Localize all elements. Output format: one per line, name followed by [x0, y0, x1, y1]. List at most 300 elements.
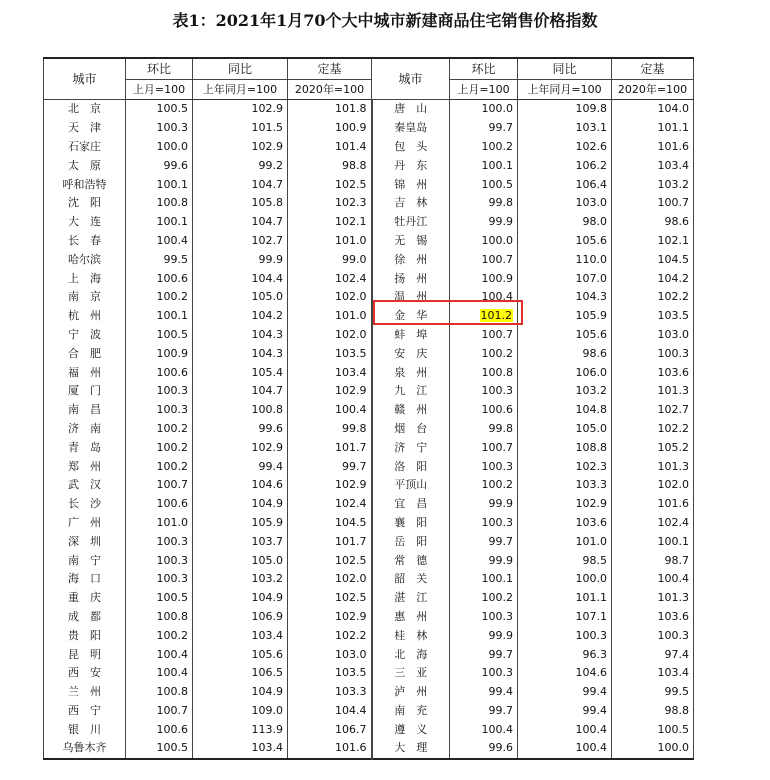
- left-fixed-cell: 100.4: [288, 401, 372, 420]
- table-row: [44, 288, 694, 307]
- left-yoy-cell: 105.6: [193, 645, 288, 664]
- left-mom-cell: 100.5: [126, 739, 193, 759]
- right-city-cell: 泸 州: [372, 683, 450, 702]
- right-mom-cell: 100.5: [450, 175, 518, 194]
- right-city-cell: 包 头: [372, 138, 450, 157]
- left-mom-cell: 100.7: [126, 476, 193, 495]
- left-mom-cell: 100.8: [126, 683, 193, 702]
- left-fixed-cell: 99.0: [288, 250, 372, 269]
- right-city-cell: 赣 州: [372, 401, 450, 420]
- left-fixed-cell: 101.4: [288, 138, 372, 157]
- table-row: [44, 232, 694, 251]
- left-city-cell: 福 州: [44, 363, 126, 382]
- right-mom-cell: 99.7: [450, 645, 518, 664]
- right-city-cell: 平顶山: [372, 476, 450, 495]
- table-row: [44, 119, 694, 138]
- table-row: [44, 382, 694, 401]
- right-city-cell: 宜 昌: [372, 495, 450, 514]
- right-mom-cell: 99.7: [450, 532, 518, 551]
- right-yoy-cell: 104.6: [518, 664, 612, 683]
- right-yoy-cell: 105.9: [518, 307, 612, 326]
- right-city-cell: 襄 阳: [372, 514, 450, 533]
- table-row: [44, 626, 694, 645]
- left-yoy-cell: 104.9: [193, 589, 288, 608]
- left-yoy-cell: 104.3: [193, 326, 288, 345]
- right-yoy-cell: 109.8: [518, 100, 612, 119]
- header-mom-base-left: 上月=100: [126, 80, 193, 100]
- right-city-cell: 韶 关: [372, 570, 450, 589]
- left-yoy-cell: 104.7: [193, 382, 288, 401]
- right-mom-cell: 100.0: [450, 232, 518, 251]
- left-mom-cell: 100.6: [126, 720, 193, 739]
- right-yoy-cell: 101.0: [518, 532, 612, 551]
- left-fixed-cell: 103.0: [288, 645, 372, 664]
- table-row: [44, 344, 694, 363]
- left-yoy-cell: 101.5: [193, 119, 288, 138]
- left-fixed-cell: 102.5: [288, 589, 372, 608]
- right-mom-cell: 99.9: [450, 551, 518, 570]
- right-mom-cell: 100.1: [450, 156, 518, 175]
- right-fixed-cell: 104.0: [612, 100, 694, 119]
- right-fixed-cell: 100.1: [612, 532, 694, 551]
- left-mom-cell: 100.2: [126, 438, 193, 457]
- right-fixed-cell: 103.4: [612, 156, 694, 175]
- left-mom-cell: 100.1: [126, 213, 193, 232]
- table-row: [44, 307, 694, 326]
- left-yoy-cell: 105.8: [193, 194, 288, 213]
- left-mom-cell: 100.4: [126, 232, 193, 251]
- left-fixed-cell: 100.9: [288, 119, 372, 138]
- right-mom-cell: 100.9: [450, 269, 518, 288]
- left-city-cell: 大 连: [44, 213, 126, 232]
- left-city-cell: 南 宁: [44, 551, 126, 570]
- right-mom-cell: 99.7: [450, 119, 518, 138]
- left-yoy-cell: 104.7: [193, 213, 288, 232]
- left-city-cell: 呼和浩特: [44, 175, 126, 194]
- left-mom-cell: 100.1: [126, 175, 193, 194]
- right-yoy-cell: 105.6: [518, 232, 612, 251]
- table-row: [44, 683, 694, 702]
- table-row: [44, 514, 694, 533]
- left-yoy-cell: 102.9: [193, 438, 288, 457]
- right-fixed-cell: 100.7: [612, 194, 694, 213]
- left-fixed-cell: 106.7: [288, 720, 372, 739]
- left-city-cell: 长 沙: [44, 495, 126, 514]
- table-row: [44, 457, 694, 476]
- table-row: [44, 664, 694, 683]
- left-mom-cell: 100.4: [126, 645, 193, 664]
- right-city-cell: 丹 东: [372, 156, 450, 175]
- left-yoy-cell: 104.9: [193, 495, 288, 514]
- right-fixed-cell: 102.2: [612, 288, 694, 307]
- left-city-cell: 沈 阳: [44, 194, 126, 213]
- right-mom-cell: 100.7: [450, 250, 518, 269]
- right-mom-cell: 100.7: [450, 438, 518, 457]
- right-fixed-cell: 102.2: [612, 420, 694, 439]
- right-mom-cell: 100.8: [450, 363, 518, 382]
- left-fixed-cell: 102.0: [288, 570, 372, 589]
- left-yoy-cell: 104.7: [193, 175, 288, 194]
- left-yoy-cell: 102.9: [193, 100, 288, 119]
- right-mom-cell: 100.3: [450, 514, 518, 533]
- left-city-cell: 杭 州: [44, 307, 126, 326]
- left-fixed-cell: 101.6: [288, 739, 372, 759]
- left-mom-cell: 100.5: [126, 326, 193, 345]
- right-fixed-cell: 100.4: [612, 570, 694, 589]
- left-fixed-cell: 99.7: [288, 457, 372, 476]
- right-mom-cell: 99.4: [450, 683, 518, 702]
- right-mom-cell: 100.2: [450, 138, 518, 157]
- left-city-cell: 南 京: [44, 288, 126, 307]
- left-fixed-cell: 101.7: [288, 532, 372, 551]
- table-row: [44, 589, 694, 608]
- right-yoy-cell: 105.6: [518, 326, 612, 345]
- right-city-cell: 遵 义: [372, 720, 450, 739]
- right-mom-cell: 100.2: [450, 476, 518, 495]
- right-fixed-cell: 102.4: [612, 514, 694, 533]
- right-city-cell: 温 州: [372, 288, 450, 307]
- right-fixed-cell: 103.2: [612, 175, 694, 194]
- right-yoy-cell: 106.4: [518, 175, 612, 194]
- left-fixed-cell: 102.2: [288, 626, 372, 645]
- table-row: [44, 570, 694, 589]
- left-mom-cell: 100.3: [126, 401, 193, 420]
- left-mom-cell: 100.6: [126, 269, 193, 288]
- right-fixed-cell: 101.3: [612, 589, 694, 608]
- table-row: [44, 476, 694, 495]
- left-fixed-cell: 102.5: [288, 175, 372, 194]
- right-city-cell: 南 充: [372, 702, 450, 721]
- right-city-cell: 桂 林: [372, 626, 450, 645]
- right-yoy-cell: 103.1: [518, 119, 612, 138]
- right-mom-cell: [450, 307, 518, 326]
- left-fixed-cell: 102.9: [288, 382, 372, 401]
- left-mom-cell: 100.3: [126, 382, 193, 401]
- right-city-cell: 九 江: [372, 382, 450, 401]
- right-yoy-cell: 99.4: [518, 683, 612, 702]
- right-yoy-cell: 98.5: [518, 551, 612, 570]
- left-city-cell: 西 安: [44, 664, 126, 683]
- right-city-cell: 泉 州: [372, 363, 450, 382]
- left-city-cell: 太 原: [44, 156, 126, 175]
- right-city-cell: 吉 林: [372, 194, 450, 213]
- left-city-cell: 武 汉: [44, 476, 126, 495]
- right-yoy-cell: 102.9: [518, 495, 612, 514]
- left-fixed-cell: 99.8: [288, 420, 372, 439]
- header-city-left: 城市: [44, 58, 126, 100]
- right-city-cell: 安 庆: [372, 344, 450, 363]
- left-yoy-cell: 104.2: [193, 307, 288, 326]
- right-city-cell: 牡丹江: [372, 213, 450, 232]
- right-city-cell: 秦皇岛: [372, 119, 450, 138]
- left-mom-cell: 100.4: [126, 664, 193, 683]
- left-mom-cell: 99.5: [126, 250, 193, 269]
- right-yoy-cell: 100.3: [518, 626, 612, 645]
- header-yoy-base-left: 上年同月=100: [193, 80, 288, 100]
- header-yoy-base-right: 上年同月=100: [518, 80, 612, 100]
- left-mom-cell: 100.1: [126, 307, 193, 326]
- left-mom-cell: 100.8: [126, 608, 193, 627]
- left-mom-cell: 101.0: [126, 514, 193, 533]
- left-yoy-cell: 104.9: [193, 683, 288, 702]
- right-mom-cell: 99.8: [450, 194, 518, 213]
- left-mom-cell: 100.0: [126, 138, 193, 157]
- header-fixed-base-right: 2020年=100: [612, 80, 694, 100]
- right-city-cell: 北 海: [372, 645, 450, 664]
- left-mom-cell: 100.3: [126, 532, 193, 551]
- left-mom-cell: 100.9: [126, 344, 193, 363]
- table-row: [44, 495, 694, 514]
- left-fixed-cell: 102.4: [288, 495, 372, 514]
- right-mom-cell: 100.3: [450, 664, 518, 683]
- right-city-cell: 洛 阳: [372, 457, 450, 476]
- highlighted-value: 101.2: [480, 309, 512, 323]
- left-city-cell: 广 州: [44, 514, 126, 533]
- left-yoy-cell: 103.4: [193, 626, 288, 645]
- left-fixed-cell: 104.5: [288, 514, 372, 533]
- right-fixed-cell: 99.5: [612, 683, 694, 702]
- left-city-cell: 厦 门: [44, 382, 126, 401]
- right-fixed-cell: 100.3: [612, 626, 694, 645]
- left-yoy-cell: 100.8: [193, 401, 288, 420]
- left-yoy-cell: 105.0: [193, 551, 288, 570]
- right-fixed-cell: 102.7: [612, 401, 694, 420]
- right-city-cell: 金 华: [372, 307, 450, 326]
- left-mom-cell: 100.3: [126, 119, 193, 138]
- right-mom-cell: 99.8: [450, 420, 518, 439]
- table-row: [44, 420, 694, 439]
- table-title: 表1：2021年1月70个大中城市新建商品住宅销售价格指数: [172, 11, 598, 30]
- header-mom-right: 环比: [450, 58, 518, 80]
- header-yoy-left: 同比: [193, 58, 288, 80]
- right-fixed-cell: 103.5: [612, 307, 694, 326]
- right-mom-cell: 100.7: [450, 326, 518, 345]
- right-city-cell: 扬 州: [372, 269, 450, 288]
- right-city-cell: 惠 州: [372, 608, 450, 627]
- left-city-cell: 海 口: [44, 570, 126, 589]
- right-mom-cell: 100.2: [450, 589, 518, 608]
- right-fixed-cell: 98.6: [612, 213, 694, 232]
- table-row: [44, 100, 694, 119]
- right-yoy-cell: 104.3: [518, 288, 612, 307]
- left-yoy-cell: 104.3: [193, 344, 288, 363]
- right-yoy-cell: 100.4: [518, 720, 612, 739]
- left-yoy-cell: 99.2: [193, 156, 288, 175]
- right-mom-cell: 100.3: [450, 457, 518, 476]
- left-fixed-cell: 98.8: [288, 156, 372, 175]
- left-mom-cell: 100.5: [126, 100, 193, 119]
- left-yoy-cell: 105.9: [193, 514, 288, 533]
- left-yoy-cell: 106.5: [193, 664, 288, 683]
- left-city-cell: 合 肥: [44, 344, 126, 363]
- left-mom-cell: 99.6: [126, 156, 193, 175]
- left-fixed-cell: 103.4: [288, 363, 372, 382]
- left-fixed-cell: 102.3: [288, 194, 372, 213]
- table-row: [44, 739, 694, 759]
- left-city-cell: 石家庄: [44, 138, 126, 157]
- price-index-table: [43, 57, 694, 760]
- left-fixed-cell: 103.5: [288, 664, 372, 683]
- table-row: [44, 532, 694, 551]
- right-fixed-cell: 104.2: [612, 269, 694, 288]
- left-city-cell: 青 岛: [44, 438, 126, 457]
- table-row: [44, 438, 694, 457]
- left-yoy-cell: 99.6: [193, 420, 288, 439]
- right-yoy-cell: 106.2: [518, 156, 612, 175]
- table-row: [44, 156, 694, 175]
- header-fixed-left: 定基: [288, 58, 372, 80]
- left-fixed-cell: 102.9: [288, 608, 372, 627]
- table-row: [44, 269, 694, 288]
- left-yoy-cell: 102.9: [193, 138, 288, 157]
- left-fixed-cell: 102.0: [288, 326, 372, 345]
- right-fixed-cell: 98.8: [612, 702, 694, 721]
- left-yoy-cell: 109.0: [193, 702, 288, 721]
- right-city-cell: 济 宁: [372, 438, 450, 457]
- right-city-cell: 唐 山: [372, 100, 450, 119]
- left-city-cell: 昆 明: [44, 645, 126, 664]
- left-mom-cell: 100.3: [126, 570, 193, 589]
- left-fixed-cell: 102.0: [288, 288, 372, 307]
- right-fixed-cell: 103.0: [612, 326, 694, 345]
- right-city-cell: 徐 州: [372, 250, 450, 269]
- left-city-cell: 贵 阳: [44, 626, 126, 645]
- left-yoy-cell: 105.0: [193, 288, 288, 307]
- left-mom-cell: 100.2: [126, 626, 193, 645]
- right-fixed-cell: 100.5: [612, 720, 694, 739]
- right-fixed-cell: 105.2: [612, 438, 694, 457]
- right-yoy-cell: 101.1: [518, 589, 612, 608]
- left-yoy-cell: 102.7: [193, 232, 288, 251]
- right-yoy-cell: 107.0: [518, 269, 612, 288]
- table-row: [44, 138, 694, 157]
- right-city-cell: 锦 州: [372, 175, 450, 194]
- right-mom-cell: 99.9: [450, 213, 518, 232]
- left-yoy-cell: 104.6: [193, 476, 288, 495]
- table-row: [44, 702, 694, 721]
- table-row: [44, 608, 694, 627]
- right-mom-cell: 100.3: [450, 382, 518, 401]
- left-city-cell: 天 津: [44, 119, 126, 138]
- table-row: [44, 551, 694, 570]
- left-fixed-cell: 104.4: [288, 702, 372, 721]
- left-fixed-cell: 101.7: [288, 438, 372, 457]
- left-city-cell: 宁 波: [44, 326, 126, 345]
- right-fixed-cell: 101.6: [612, 495, 694, 514]
- right-fixed-cell: 100.3: [612, 344, 694, 363]
- left-city-cell: 长 春: [44, 232, 126, 251]
- left-yoy-cell: 99.4: [193, 457, 288, 476]
- left-city-cell: 兰 州: [44, 683, 126, 702]
- left-fixed-cell: 103.3: [288, 683, 372, 702]
- left-fixed-cell: 102.5: [288, 551, 372, 570]
- right-mom-cell: 100.0: [450, 100, 518, 119]
- left-city-cell: 北 京: [44, 100, 126, 119]
- right-fixed-cell: 101.3: [612, 457, 694, 476]
- right-mom-cell: 99.6: [450, 739, 518, 759]
- right-yoy-cell: 99.4: [518, 702, 612, 721]
- right-yoy-cell: 103.6: [518, 514, 612, 533]
- left-yoy-cell: 99.9: [193, 250, 288, 269]
- left-city-cell: 乌鲁木齐: [44, 739, 126, 759]
- left-city-cell: 哈尔滨: [44, 250, 126, 269]
- right-mom-cell: 99.7: [450, 702, 518, 721]
- left-fixed-cell: 102.1: [288, 213, 372, 232]
- left-city-cell: 济 南: [44, 420, 126, 439]
- left-fixed-cell: 101.0: [288, 232, 372, 251]
- left-yoy-cell: 103.2: [193, 570, 288, 589]
- left-yoy-cell: 113.9: [193, 720, 288, 739]
- left-city-cell: 郑 州: [44, 457, 126, 476]
- right-fixed-cell: 103.6: [612, 608, 694, 627]
- right-fixed-cell: 102.0: [612, 476, 694, 495]
- right-fixed-cell: 102.1: [612, 232, 694, 251]
- right-fixed-cell: 98.7: [612, 551, 694, 570]
- left-mom-cell: 100.5: [126, 589, 193, 608]
- right-yoy-cell: 105.0: [518, 420, 612, 439]
- left-yoy-cell: 106.9: [193, 608, 288, 627]
- right-fixed-cell: 101.1: [612, 119, 694, 138]
- left-yoy-cell: 103.7: [193, 532, 288, 551]
- table-row: [44, 194, 694, 213]
- right-fixed-cell: 100.0: [612, 739, 694, 759]
- left-mom-cell: 100.2: [126, 457, 193, 476]
- right-yoy-cell: 98.0: [518, 213, 612, 232]
- right-yoy-cell: 102.6: [518, 138, 612, 157]
- left-yoy-cell: 105.4: [193, 363, 288, 382]
- right-fixed-cell: 101.3: [612, 382, 694, 401]
- left-fixed-cell: 101.0: [288, 307, 372, 326]
- right-city-cell: 岳 阳: [372, 532, 450, 551]
- left-mom-cell: 100.6: [126, 495, 193, 514]
- table-row: [44, 401, 694, 420]
- table-row: [44, 326, 694, 345]
- left-mom-cell: 100.2: [126, 420, 193, 439]
- right-mom-cell: 99.9: [450, 495, 518, 514]
- right-yoy-cell: 107.1: [518, 608, 612, 627]
- left-fixed-cell: 101.8: [288, 100, 372, 119]
- left-city-cell: 深 圳: [44, 532, 126, 551]
- right-mom-cell: 100.6: [450, 401, 518, 420]
- right-fixed-cell: 97.4: [612, 645, 694, 664]
- table-row: [44, 213, 694, 232]
- right-yoy-cell: 103.0: [518, 194, 612, 213]
- table-header: [44, 58, 694, 100]
- header-city-right: 城市: [372, 58, 450, 100]
- right-yoy-cell: 102.3: [518, 457, 612, 476]
- right-city-cell: 蚌 埠: [372, 326, 450, 345]
- right-yoy-cell: 98.6: [518, 344, 612, 363]
- left-city-cell: 成 都: [44, 608, 126, 627]
- right-city-cell: 无 锡: [372, 232, 450, 251]
- left-mom-cell: 100.7: [126, 702, 193, 721]
- right-yoy-cell: 106.0: [518, 363, 612, 382]
- header-fixed-right: 定基: [612, 58, 694, 80]
- right-yoy-cell: 100.4: [518, 739, 612, 759]
- left-city-cell: 重 庆: [44, 589, 126, 608]
- right-city-cell: 湛 江: [372, 589, 450, 608]
- left-fixed-cell: 102.9: [288, 476, 372, 495]
- table-row: [44, 645, 694, 664]
- left-mom-cell: 100.6: [126, 363, 193, 382]
- table-row: [44, 363, 694, 382]
- right-city-cell: 大 理: [372, 739, 450, 759]
- left-fixed-cell: 103.5: [288, 344, 372, 363]
- header-yoy-right: 同比: [518, 58, 612, 80]
- left-mom-cell: 100.8: [126, 194, 193, 213]
- right-city-cell: 三 亚: [372, 664, 450, 683]
- right-fixed-cell: 101.6: [612, 138, 694, 157]
